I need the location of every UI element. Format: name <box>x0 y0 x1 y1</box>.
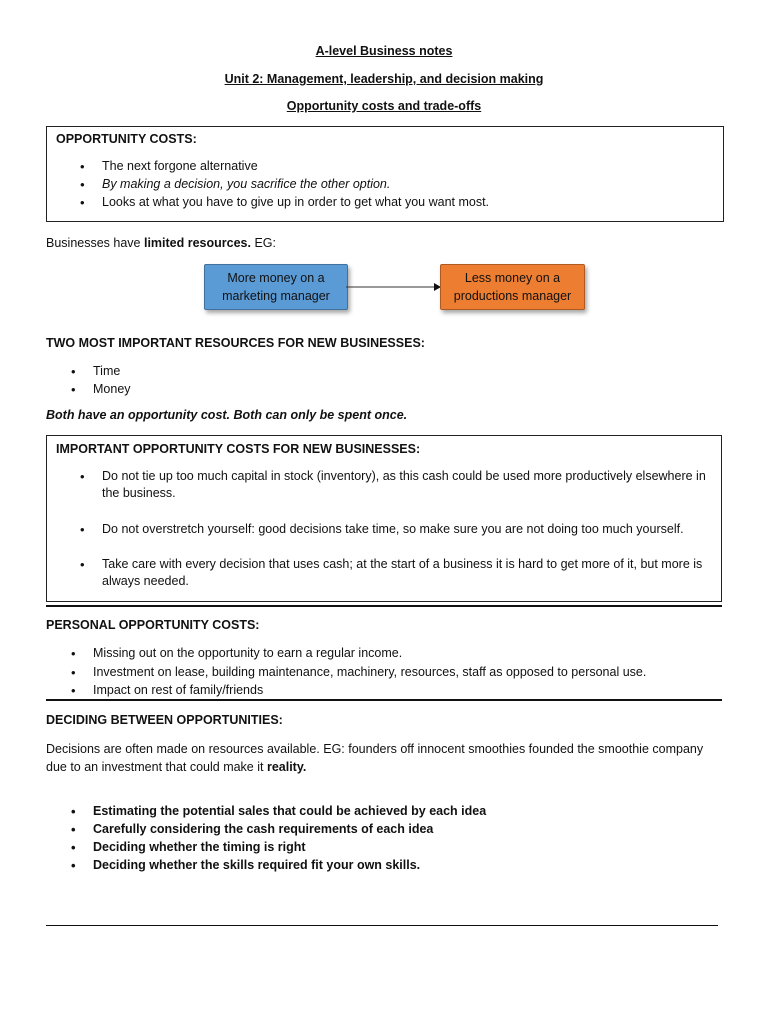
opportunity-costs-box <box>46 126 724 222</box>
limited-resources-line <box>46 236 276 250</box>
list-item: • Carefully considering the cash requirements of each idea <box>93 821 433 838</box>
flow-box-marketing: More money on a marketing manager <box>204 264 348 310</box>
limited-resources-prefix: Businesses have <box>46 236 144 250</box>
important-resources-heading: TWO MOST IMPORTANT RESOURCES FOR NEW BUSINESSES: <box>46 336 425 350</box>
deciding-paragraph-bold: reality. <box>266 760 307 774</box>
list-item: • By making a decision, you sacrifice the other option. <box>102 176 390 193</box>
flow-box-production: Less money on a productions manager <box>440 264 585 310</box>
list-item: • Looks at what you have to give up in order to get what you want most. <box>102 194 489 211</box>
resources-note: Both have an opportunity cost. Both can only be spent once. <box>46 408 408 422</box>
section-divider <box>46 699 722 701</box>
list-item: • Impact on rest of family/friends <box>93 682 263 699</box>
flow-arrow-icon <box>346 280 442 294</box>
list-item: • Take care with every decision that uses cash; at the start of a business it is hard to get more of it, but more is always needed. <box>102 556 712 590</box>
topic-title: Opportunity costs and trade-offs <box>286 99 482 113</box>
limited-resources-bold: limited resources. <box>143 236 251 250</box>
list-item: • Do not overstretch yourself: good decisions take time, so make sure you are not doing too much yourself. <box>102 521 717 538</box>
footer-divider <box>46 925 718 926</box>
list-item: • Investment on lease, building maintenance, machinery, resources, staff as opposed to personal use. <box>93 664 646 681</box>
deciding-paragraph-text: Decisions are often made on resources available. EG: founders off innocent smoothies founded the smoothie company due to an investment that could make it <box>46 742 704 774</box>
list-item: • The next forgone alternative <box>102 158 258 175</box>
new-business-costs-heading: IMPORTANT OPPORTUNITY COSTS FOR NEW BUSINESSES: <box>56 442 421 456</box>
list-item: • Do not tie up too much capital in stock (inventory), as this cash could be used more productively elsewhere in the business. <box>102 468 712 502</box>
section-divider <box>46 605 722 607</box>
personal-heading: PERSONAL OPPORTUNITY COSTS: <box>46 618 260 632</box>
list-item: • Time <box>93 363 120 380</box>
deciding-paragraph <box>46 740 706 776</box>
list-item: • Estimating the potential sales that could be achieved by each idea <box>93 803 486 820</box>
limited-resources-suffix: EG: <box>250 236 276 250</box>
list-item: • Deciding whether the skills required fit your own skills. <box>93 857 420 874</box>
document-title: A-level Business notes <box>315 44 453 58</box>
new-business-costs-box <box>46 435 722 602</box>
list-item: • Missing out on the opportunity to earn a regular income. <box>93 645 402 662</box>
opportunity-costs-heading: OPPORTUNITY COSTS: <box>56 132 197 146</box>
unit-title: Unit 2: Management, leadership, and decision making <box>224 72 544 86</box>
deciding-heading: DECIDING BETWEEN OPPORTUNITIES: <box>46 713 283 727</box>
list-item: • Money <box>93 381 131 398</box>
list-item: • Deciding whether the timing is right <box>93 839 306 856</box>
